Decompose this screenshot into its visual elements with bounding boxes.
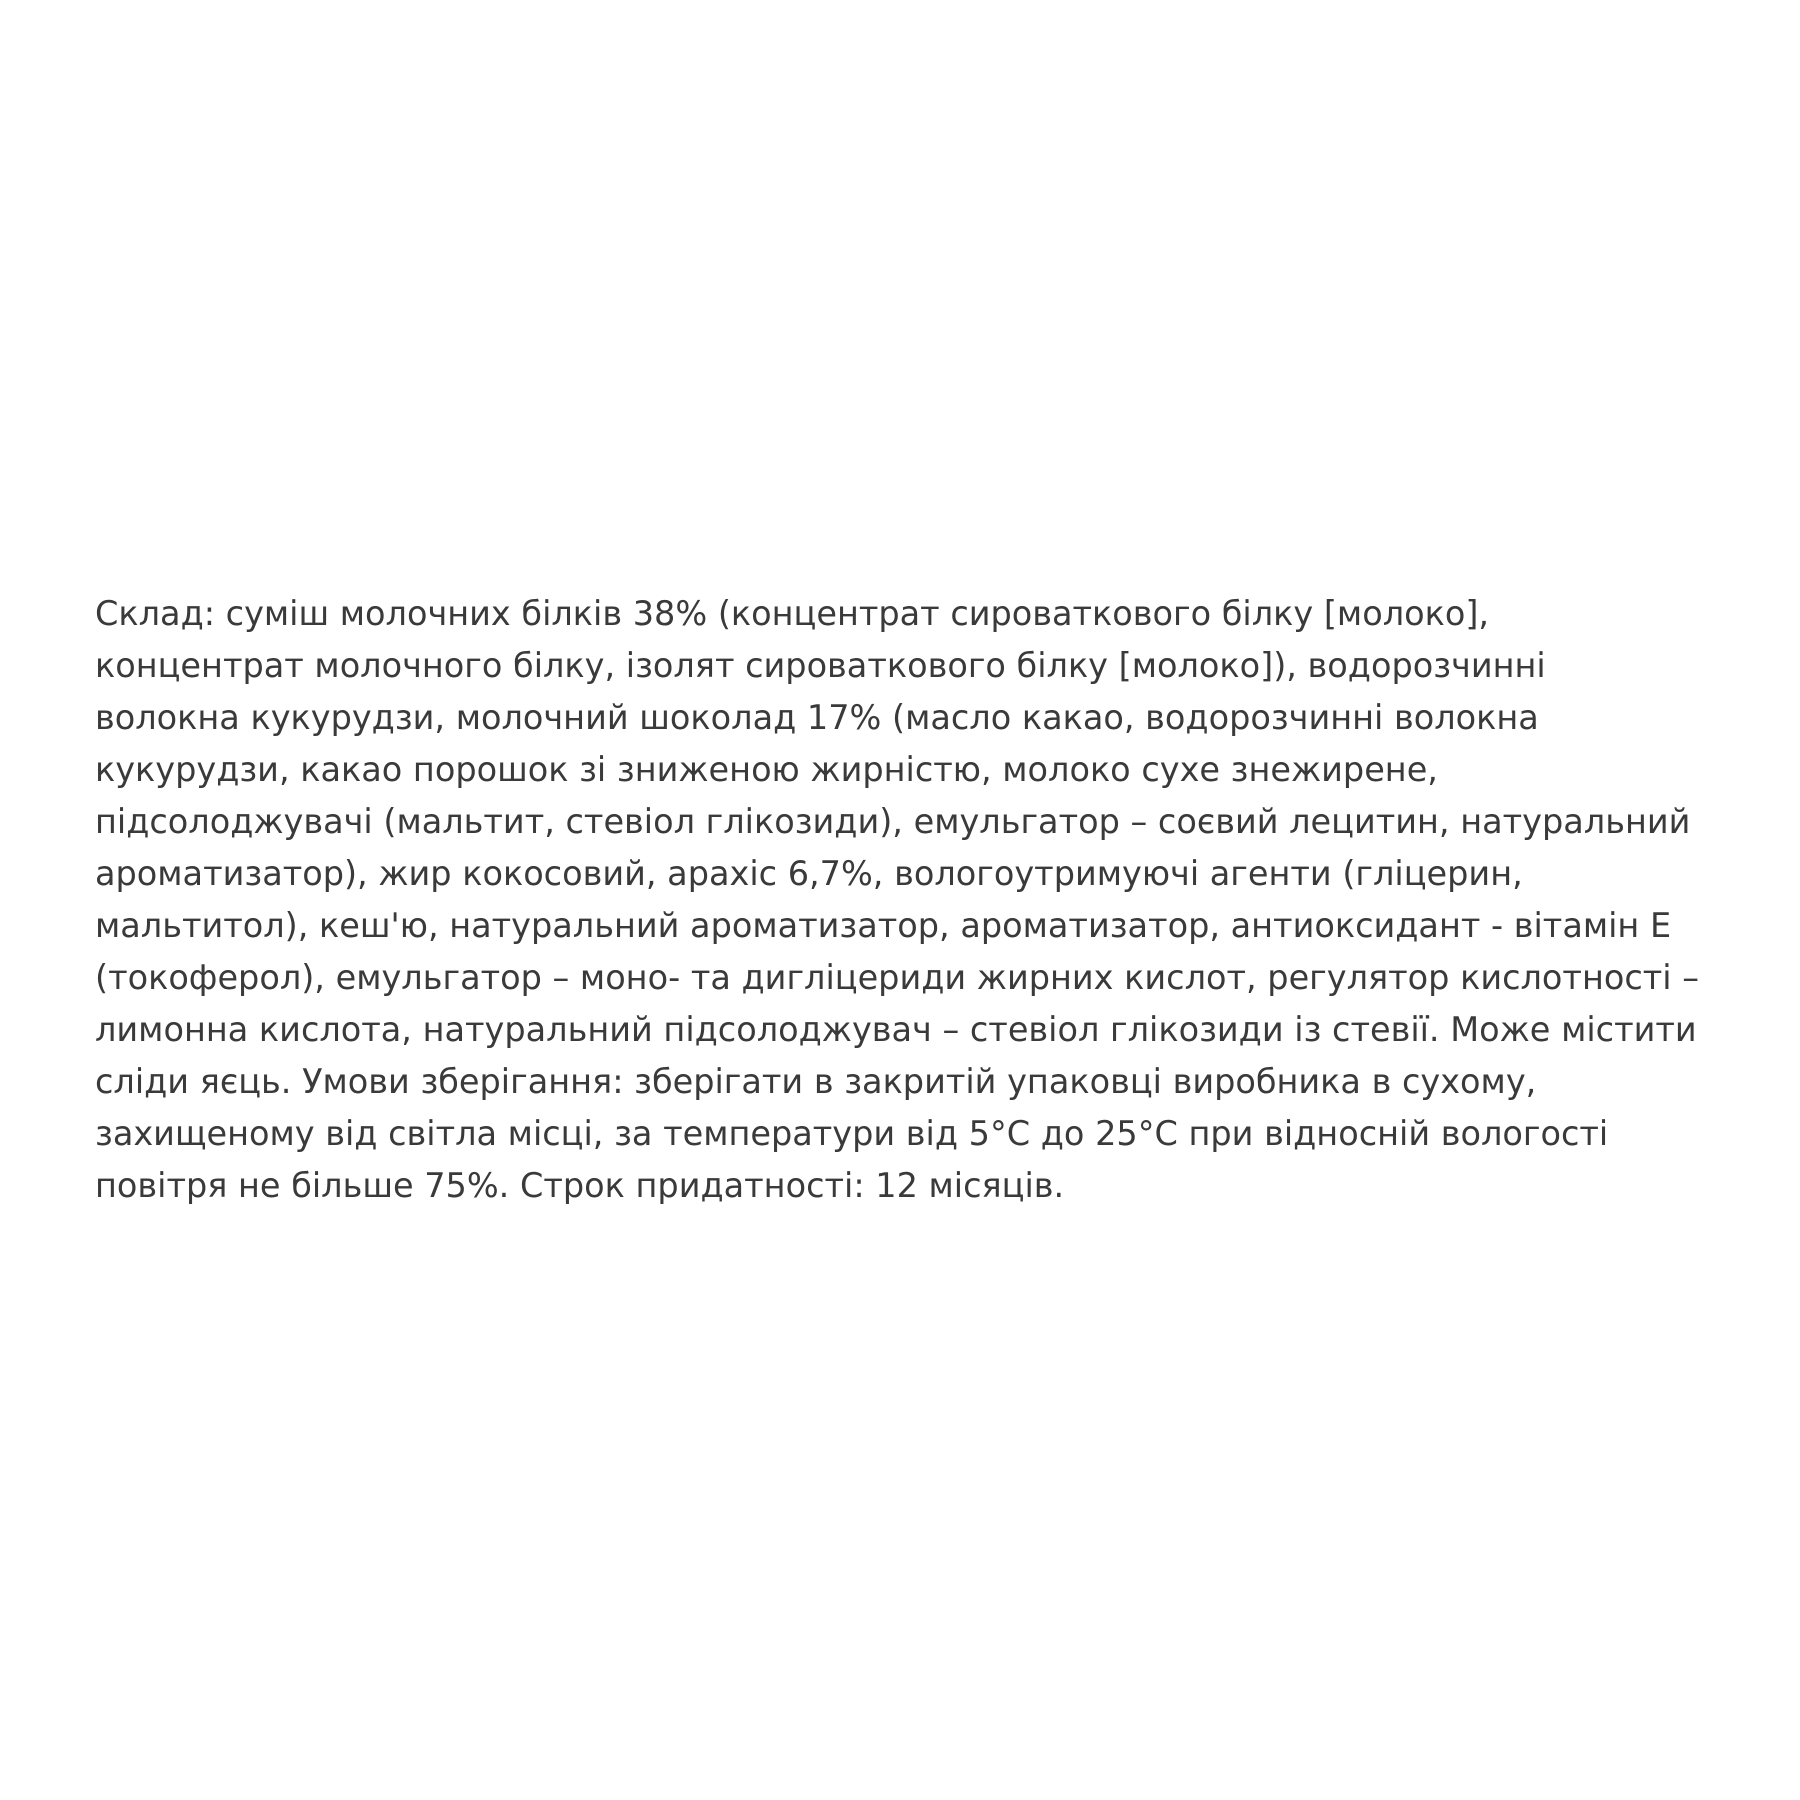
ingredients-line-8: (токоферол), емульгатор – моно- та дигліцериди жирних кислот, регулятор кислотності – <box>95 958 1699 997</box>
shelf-life-line: повітря не більше 75%. Строк придатності: 12 місяців. <box>95 1166 1065 1205</box>
ingredients-line-2: концентрат молочного білку, ізолят сироваткового білку [молоко]), водорозчинні <box>95 646 1546 685</box>
storage-line-1: сліди яєць. Умови зберігання: зберігати в закритій упаковці виробника в сухому, <box>95 1062 1537 1101</box>
ingredients-paragraph <box>95 588 1775 1212</box>
ingredients-line-5: підсолоджувачі (мальтит, стевіол глікозиди), емульгатор – соєвий лецитин, натуральний <box>95 802 1691 841</box>
ingredients-line-6: ароматизатор), жир кокосовий, арахіс 6,7%, вологоутримуючі агенти (гліцерин, <box>95 854 1523 893</box>
storage-line-2: захищеному від світла місці, за температури від 5°С до 25°С при відносній вологості <box>95 1114 1609 1153</box>
ingredients-line-1: Склад: суміш молочних білків 38% (концентрат сироваткового білку [молоко], <box>95 594 1490 633</box>
ingredients-line-7: мальтитол), кеш'ю, натуральний ароматизатор, ароматизатор, антиоксидант - вітамін Е <box>95 906 1672 945</box>
ingredients-line-9: лимонна кислота, натуральний підсолоджувач – стевіол глікозиди із стевії. Може містити <box>95 1010 1697 1049</box>
ingredients-line-4: кукурудзи, какао порошок зі зниженою жирністю, молоко сухе знежирене, <box>95 750 1438 789</box>
ingredients-line-3: волокна кукурудзи, молочний шоколад 17% (масло какао, водорозчинні волокна <box>95 698 1539 737</box>
